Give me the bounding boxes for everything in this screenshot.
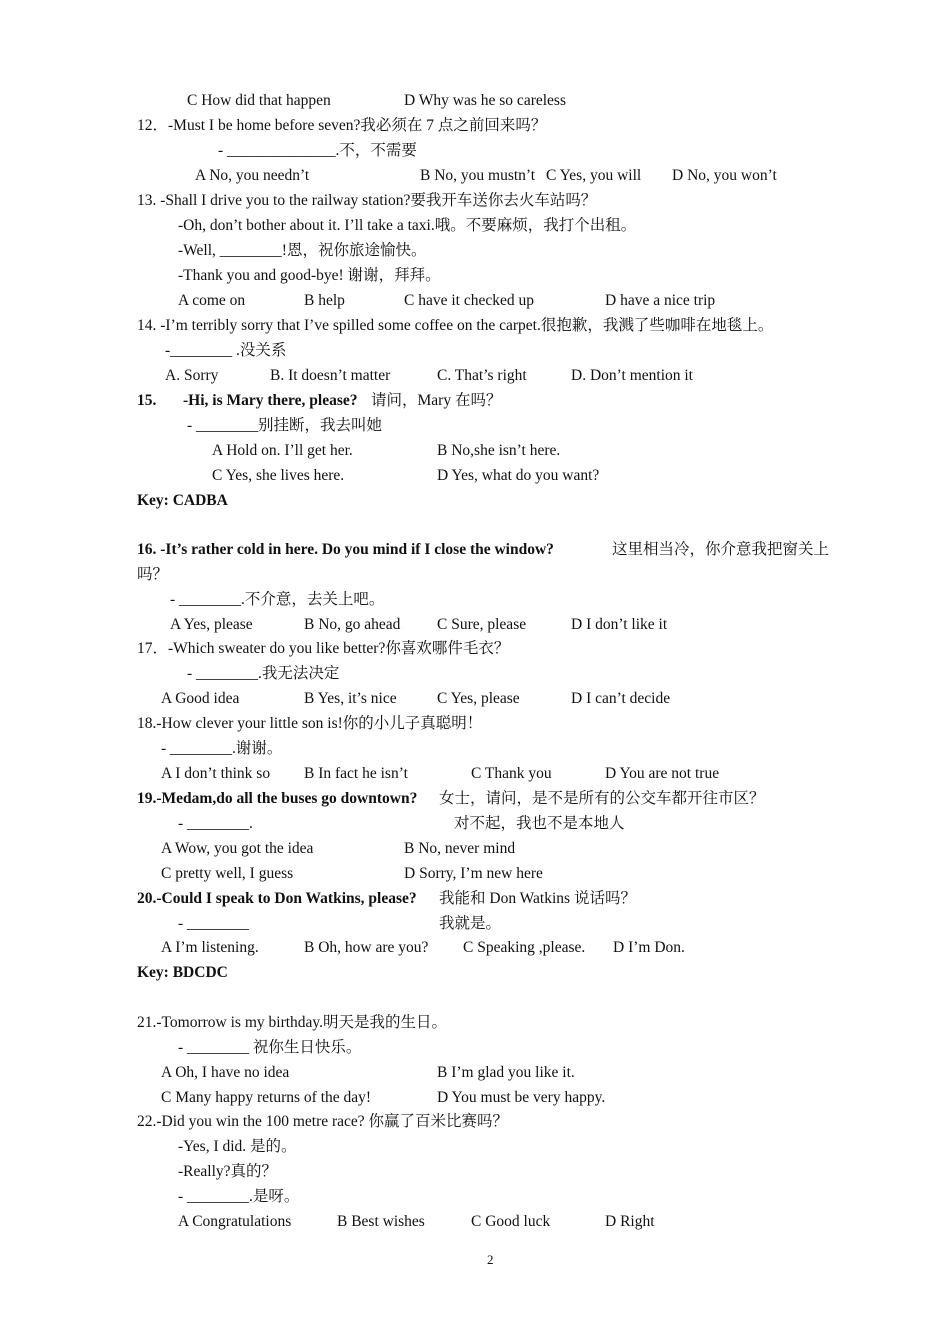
option-d: D No, you won’t — [672, 167, 777, 184]
option-d: D I’m Don. — [613, 939, 685, 956]
question-21: 21.-Tomorrow is my birthday.明天是我的生日。 — [137, 1014, 448, 1031]
dialogue-line: -Oh, don’t bother about it. I’ll take a taxi.哦。不要麻烦，我打个出租。 — [178, 217, 637, 234]
answer-key: Key: BDCDC — [137, 964, 228, 981]
option-d: D You must be very happy. — [437, 1089, 606, 1106]
option-b: B No, never mind — [404, 840, 516, 857]
option-a: A I’m listening. — [161, 939, 259, 956]
option-c: C Yes, you will — [546, 167, 642, 184]
option-b: B In fact he isn’t — [304, 765, 408, 782]
response-line: - ________ 祝你生日快乐。 — [178, 1039, 362, 1056]
option-c: C Many happy returns of the day! — [161, 1089, 372, 1106]
option-c: C Good luck — [471, 1213, 551, 1230]
response-line: -________ .没关系 — [165, 342, 287, 359]
question-13: 13. -Shall I drive you to the railway station?要我开车送你去火车站吗？ — [137, 192, 597, 209]
answer-key: Key: CADBA — [137, 492, 228, 509]
response-line: - ______________.不，不需要 — [218, 142, 417, 159]
question-17: 17．-Which sweater do you like better?你喜欢哪件毛衣？ — [137, 640, 510, 657]
response-line: - ________别挂断，我去叫她 — [187, 417, 383, 434]
response-translation: 对不起，我也不是本地人 — [454, 815, 625, 832]
question-16: 16. -It’s rather cold in here. Do you mind if I close the window? — [137, 541, 554, 558]
option-d: D Sorry, I’m new here — [404, 865, 543, 882]
option-b: B Oh, how are you? — [304, 939, 429, 956]
option-b: B No, you mustn’t — [420, 167, 536, 184]
question-19: 19.-Medam,do all the buses go downtown? — [137, 790, 418, 807]
option-d: D have a nice trip — [605, 292, 716, 309]
option-a: A Oh, I have no idea — [161, 1064, 290, 1081]
option-c: C. That’s right — [437, 367, 527, 384]
option-c: C Thank you — [471, 765, 552, 782]
option-a: A No, you needn’t — [195, 167, 310, 184]
option-c: C How did that happen — [187, 92, 331, 109]
question-16-translation-cont: 吗？ — [137, 566, 169, 583]
question-18: 18.-How clever your little son is!你的小儿子真聪明！ — [137, 715, 483, 732]
option-b: B Yes, it’s nice — [304, 690, 397, 707]
option-c: C Speaking ,please. — [463, 939, 586, 956]
option-c: C Yes, please — [437, 690, 520, 707]
option-d: D Right — [605, 1213, 655, 1230]
option-c: C pretty well, I guess — [161, 865, 294, 882]
option-c: C have it checked up — [404, 292, 534, 309]
option-a: A Wow, you got the idea — [161, 840, 314, 857]
option-d: D I can’t decide — [571, 690, 671, 707]
option-c: C Sure, please — [437, 616, 527, 633]
option-d: D You are not true — [605, 765, 720, 782]
option-a: A Good idea — [161, 690, 240, 707]
page-number: 2 — [487, 1252, 494, 1267]
option-a: A I don’t think so — [161, 765, 271, 782]
option-b: B Best wishes — [337, 1213, 425, 1230]
option-c: C Yes, she lives here. — [212, 467, 345, 484]
option-d: D. Don’t mention it — [571, 367, 693, 384]
option-d: D I don’t like it — [571, 616, 668, 633]
question-14: 14. -I’m terribly sorry that I’ve spilled some coffee on the carpet.很抱歉，我溅了些咖啡在地毯上。 — [137, 317, 774, 334]
response-line: - ________.我无法决定 — [187, 665, 340, 682]
response-line: - ________.不介意，去关上吧。 — [170, 591, 385, 608]
response-line: - ________.是呀。 — [178, 1188, 300, 1205]
response-line: - ________ — [178, 915, 250, 932]
response-line: - ________. — [178, 815, 253, 832]
option-b: B help — [304, 292, 345, 309]
question-19-translation: 女士，请问，是不是所有的公交车都开往市区？ — [439, 790, 765, 807]
option-b: B. It doesn’t matter — [270, 367, 391, 384]
option-a: A Yes, please — [170, 616, 253, 633]
response-translation: 我就是。 — [439, 915, 502, 932]
question-20-translation: 我能和 Don Watkins 说话吗？ — [439, 890, 636, 907]
question-15-translation: 请问，Mary 在吗？ — [371, 392, 502, 409]
option-b: B No, go ahead — [304, 616, 401, 633]
dialogue-line: -Thank you and good-bye! 谢谢，拜拜。 — [178, 267, 441, 284]
option-b: B I’m glad you like it. — [437, 1064, 575, 1081]
question-12: 12．-Must I be home before seven?我必须在 7 点之前回来吗？ — [137, 117, 547, 134]
option-d: D Why was he so careless — [404, 92, 566, 109]
option-a: A Hold on. I’ll get her. — [212, 442, 353, 459]
question-15: -Hi, is Mary there, please? — [183, 392, 358, 409]
dialogue-line: -Well, ________!恩，祝你旅途愉快。 — [178, 242, 427, 259]
response-line: - ________.谢谢。 — [161, 740, 283, 757]
dialogue-line: -Yes, I did. 是的。 — [178, 1138, 297, 1155]
option-d: D Yes, what do you want? — [437, 467, 600, 484]
question-16-translation: 这里相当冷，你介意我把窗关上 — [612, 541, 830, 558]
option-a: A come on — [178, 292, 246, 309]
question-15-number: 15. — [137, 392, 157, 409]
question-22: 22.-Did you win the 100 metre race? 你赢了百米比赛吗？ — [137, 1113, 509, 1130]
option-a: A Congratulations — [178, 1213, 292, 1230]
dialogue-line: -Really?真的？ — [178, 1163, 278, 1180]
option-b: B No,she isn’t here. — [437, 442, 561, 459]
option-a: A. Sorry — [165, 367, 219, 384]
question-20: 20.-Could I speak to Don Watkins, please? — [137, 890, 417, 907]
